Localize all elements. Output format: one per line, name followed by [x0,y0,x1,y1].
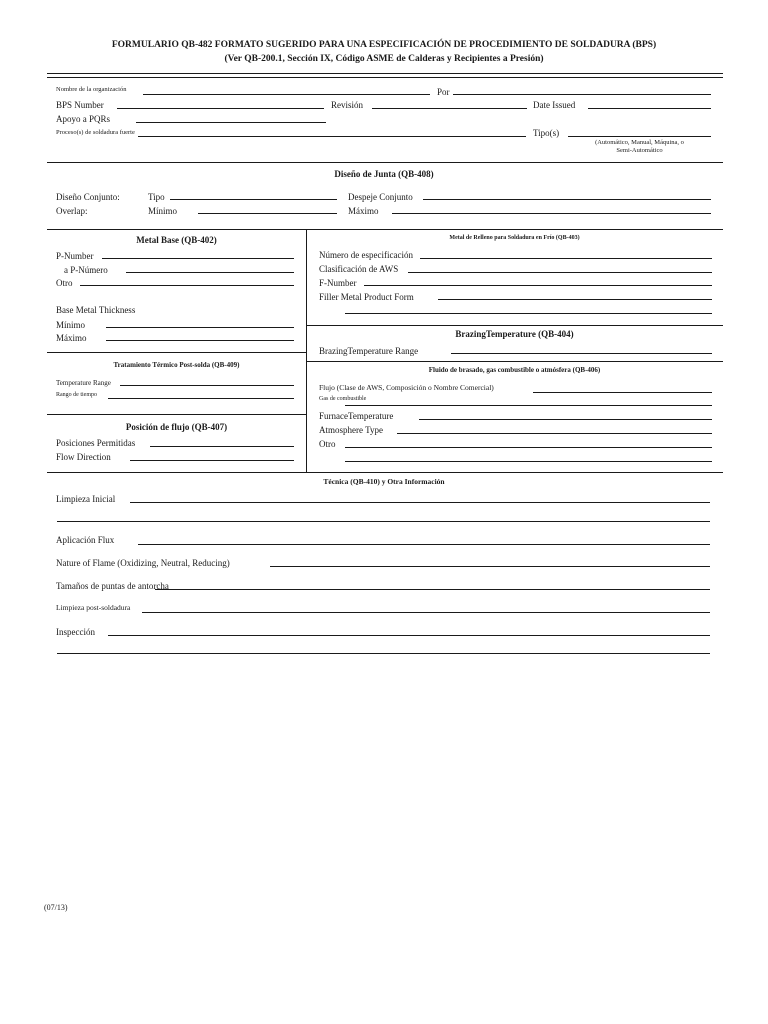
tipo-field[interactable] [170,199,337,200]
tipos-note-line1: (Automático, Manual, Máquina, o [595,139,684,146]
base-metal-heading: Metal Base (QB-402) [136,235,217,245]
inspection-field[interactable] [108,635,710,636]
product-form-field-2[interactable] [345,313,712,314]
aws-class-field[interactable] [408,272,712,273]
flame-nature-label: Nature of Flame (Oxidizing, Neutral, Reducing) [56,558,230,568]
header-divider-bottom [47,77,723,78]
section-divider [47,414,306,415]
por-label: Por [437,87,450,97]
revision-label: Revisión [331,100,364,110]
brazing-range-field[interactable] [451,353,712,354]
f-number-field[interactable] [364,285,712,286]
tip-sizes-label: Tamaños de puntas de antorcha [56,581,169,591]
thickness-minimo-label: Mínimo [56,320,86,330]
f-number-label: F-Number [319,278,357,288]
fuel-gas-label: Gas de combustible [319,396,367,402]
process-label: Proceso(s) de soldadura fuerte [56,129,135,136]
initial-cleaning-label: Limpieza Inicial [56,494,116,504]
column-divider [306,229,307,472]
bps-number-label: BPS Number [56,100,104,110]
base-otro-label: Otro [56,278,73,288]
tipos-note-line2: Semi-Automático [616,147,663,154]
flow-direction-label: Flow Direction [56,452,111,462]
filler-metal-heading: Metal de Relleno para Soldadura en Frío (QB-403) [449,235,580,241]
por-field[interactable] [453,94,711,95]
revision-field[interactable] [372,108,527,109]
time-range-label: Rango de tiempo [56,392,97,398]
spec-number-label: Número de especificación [319,250,413,260]
brazing-temp-heading: BrazingTemperature (QB-404) [455,329,574,339]
overlap-maximo-field[interactable] [392,213,711,214]
thickness-maximo-label: Máximo [56,333,87,343]
p-number-field[interactable] [102,258,294,259]
form-subtitle: (Ver QB-200.1, Sección IX, Código ASME de Calderas y Recipientes a Presión) [224,54,544,64]
section-divider [47,352,306,353]
section-divider [306,325,723,326]
thickness-minimo-field[interactable] [106,327,294,328]
section-divider [47,229,723,230]
organization-label: Nombre de la organización [56,86,127,93]
temperature-range-field[interactable] [120,385,294,386]
bps-number-field[interactable] [117,108,324,109]
flux-application-label: Aplicación Flux [56,535,115,545]
flux-application-field[interactable] [138,544,710,545]
product-form-label: Filler Metal Product Form [319,292,414,302]
tipos-field[interactable] [568,136,711,137]
flux-class-label: Flujo (Clase de AWS, Composición o Nombre Comercial) [319,383,494,392]
joint-design-heading: Diseño de Junta (QB-408) [334,169,434,179]
flow-position-heading: Posición de flujo (QB-407) [125,422,228,432]
positions-label: Posiciones Permitidas [56,438,136,448]
overlap-label: Overlap: [56,206,88,216]
form-title: FORMULARIO QB-482 FORMATO SUGERIDO PARA UNA ESPECIFICACIÓN DE PROCEDIMIENTO DE SOLDADURA (BPS) [111,40,657,50]
thickness-maximo-field[interactable] [106,340,294,341]
atmosphere-type-label: Atmosphere Type [319,425,383,435]
product-form-field[interactable] [438,299,712,300]
flux-otro-field[interactable] [345,447,712,448]
joint-design-label: Diseño Conjunto: [56,192,120,202]
thickness-label: Base Metal Thickness [56,305,136,315]
section-divider [306,361,723,362]
apoyo-pqrs-label: Apoyo a PQRs [56,114,111,124]
tipos-label: Tipo(s) [533,128,560,138]
flux-otro-label: Otro [319,439,336,449]
fuel-gas-field[interactable] [345,405,712,406]
inspection-field-2[interactable] [57,653,710,654]
flux-heading: Fluido de brasado, gas combustible o atmósfera (QB-406) [428,366,601,374]
initial-cleaning-field-2[interactable] [57,521,710,522]
brazing-range-label: BrazingTemperature Range [319,346,419,356]
pwht-heading: Tratamiento Térmico Post-solda (QB-409) [113,361,240,369]
p-number-label: P-Number [56,251,94,261]
inspection-label: Inspección [56,627,95,637]
tip-sizes-field[interactable] [155,589,710,590]
time-range-field[interactable] [108,398,294,399]
flux-class-field[interactable] [533,392,712,393]
flux-otro-field-2[interactable] [345,461,712,462]
aws-class-label: Clasificación de AWS [319,264,399,274]
date-issued-label: Date Issued [533,100,576,110]
a-p-numero-label: a P-Número [64,265,108,275]
initial-cleaning-field[interactable] [130,502,710,503]
spec-number-field[interactable] [420,258,712,259]
overlap-maximo-label: Máximo [348,206,379,216]
base-otro-field[interactable] [80,285,294,286]
temperature-range-label: Temperature Range [56,379,111,387]
despeje-field[interactable] [423,199,711,200]
despeje-label: Despeje Conjunto [348,192,413,202]
flame-nature-field[interactable] [270,566,710,567]
furnace-temp-field[interactable] [419,419,712,420]
header-divider-top [47,73,723,74]
technique-heading: Técnica (QB-410) y Otra Información [323,477,445,486]
organization-field[interactable] [143,94,430,95]
process-field[interactable] [138,136,526,137]
overlap-minimo-field[interactable] [198,213,337,214]
overlap-minimo-label: Mínimo [148,206,178,216]
section-divider [47,162,723,163]
form-revision-code: (07/13) [44,903,68,912]
section-divider [47,472,723,473]
post-cleaning-field[interactable] [142,612,710,613]
positions-field[interactable] [150,446,294,447]
tipo-label: Tipo [148,192,165,202]
post-cleaning-label: Limpieza post-soldadura [56,603,131,612]
date-issued-field[interactable] [588,108,711,109]
a-p-numero-field[interactable] [126,272,294,273]
atmosphere-type-field[interactable] [397,433,712,434]
flow-direction-field[interactable] [130,460,294,461]
furnace-temp-label: FurnaceTemperature [319,411,394,421]
apoyo-pqrs-field[interactable] [136,122,326,123]
